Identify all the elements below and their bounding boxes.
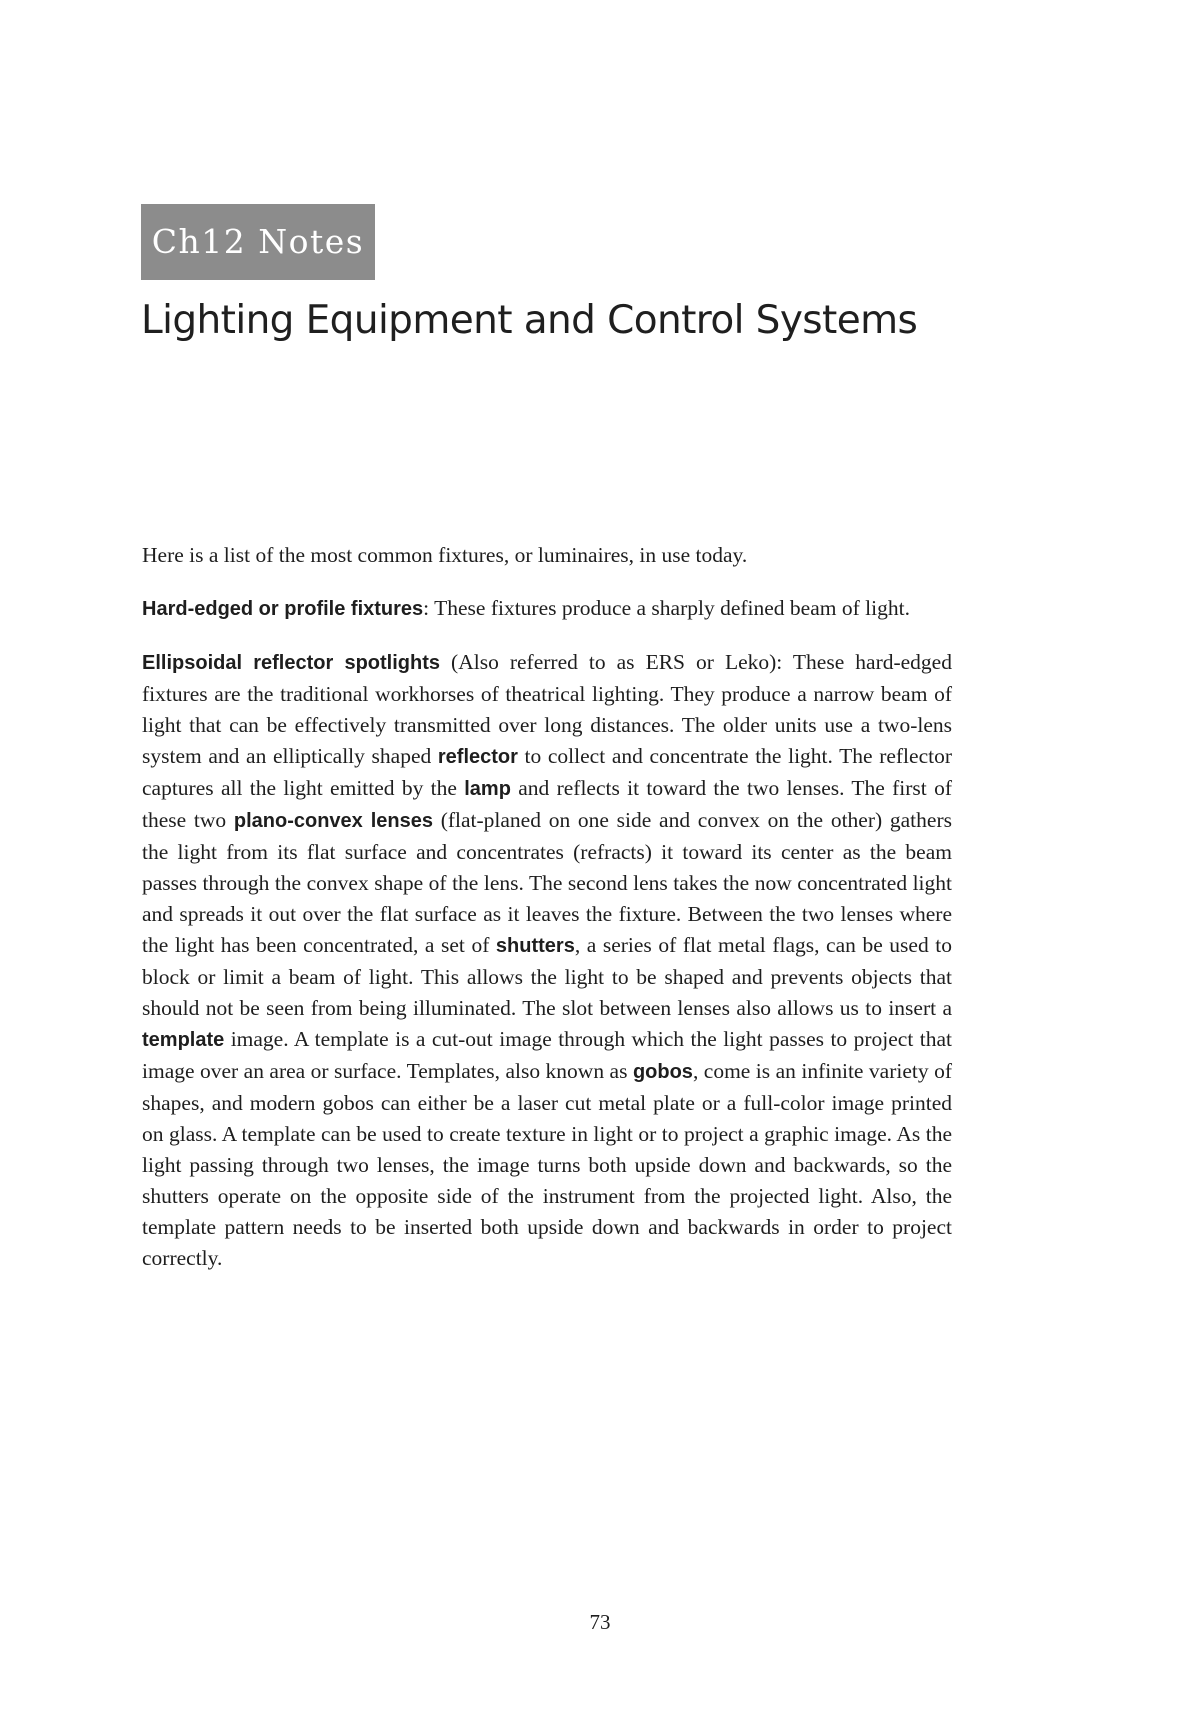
page-number: 73 bbox=[589, 1610, 611, 1634]
ellipsoidal-text-2: to collect and concentrate the light. The reflector captures all the light emitted by the bbox=[142, 744, 953, 800]
hard-edged-term: Hard-edged or profile fixtures bbox=[142, 598, 424, 620]
ellipsoidal-paragraph bbox=[142, 647, 952, 1274]
ellipsoidal-text-4: (flat-planed on one side and convex on the other) gathers the light from its flat surface and concentrates (refracts) it toward its center as the beam passes through the convex shape of the lens. The second lens takes the now concentrated light and spreads it out over the flat surface as it leaves the fixture. Between the two lenses where the light has been concentrated, a set of bbox=[142, 808, 952, 957]
term-gobos: gobos bbox=[632, 1061, 693, 1083]
ellipsoidal-text-3: and reflects it toward the two lenses. The first of these two bbox=[142, 776, 952, 832]
term-reflector: reflector bbox=[437, 746, 518, 768]
chapter-title: Lighting Equipment and Control Systems bbox=[141, 298, 918, 343]
intro-paragraph: Here is a list of the most common fixtures, or luminaires, in use today. bbox=[142, 543, 748, 567]
term-template: template bbox=[142, 1029, 225, 1051]
term-plano-convex-lenses: plano-convex lenses bbox=[233, 810, 433, 832]
ellipsoidal-text-6: image. A template is a cut-out image through which the light passes to project that image over an area or surface. Templates, also known as bbox=[142, 1027, 952, 1083]
term-lamp: lamp bbox=[464, 778, 511, 800]
hard-edged-paragraph bbox=[142, 593, 952, 625]
ellipsoidal-term: Ellipsoidal reflector spotlights bbox=[142, 652, 441, 674]
chapter-badge: Ch12 Notes bbox=[141, 204, 375, 280]
ellipsoidal-text-1: (Also referred to as ERS or Leko): These hard-edged fixtures are the traditional workhorses of theatrical lighting. They produce a narrow beam of light that can be effectively transmitted over long distances. The older units use a two-lens system and an elliptically shaped bbox=[142, 650, 952, 768]
term-shutters: shutters bbox=[495, 935, 575, 957]
hard-edged-text: : These fixtures produce a sharply defined beam of light. bbox=[423, 596, 910, 620]
ellipsoidal-text-5: , a series of flat metal flags, can be used to block or limit a beam of light. This allows the light to be shaped and prevents objects that should not be seen from being illuminated. The slot between lenses also allows us to insert a bbox=[142, 933, 952, 1020]
ellipsoidal-text-7: , come is an infinite variety of shapes, and modern gobos can either be a laser cut metal plate or a full-color image printed on glass. A template can be used to create texture in light or to project a graphic image. As the light passing through two lenses, the image turns both upside down and backwards, so the shutters operate on the opposite side of the instrument from the projected light. Also, the template pattern needs to be inserted both upside down and backwards in order to project correctly. bbox=[142, 1059, 952, 1270]
body-text bbox=[142, 540, 952, 1296]
